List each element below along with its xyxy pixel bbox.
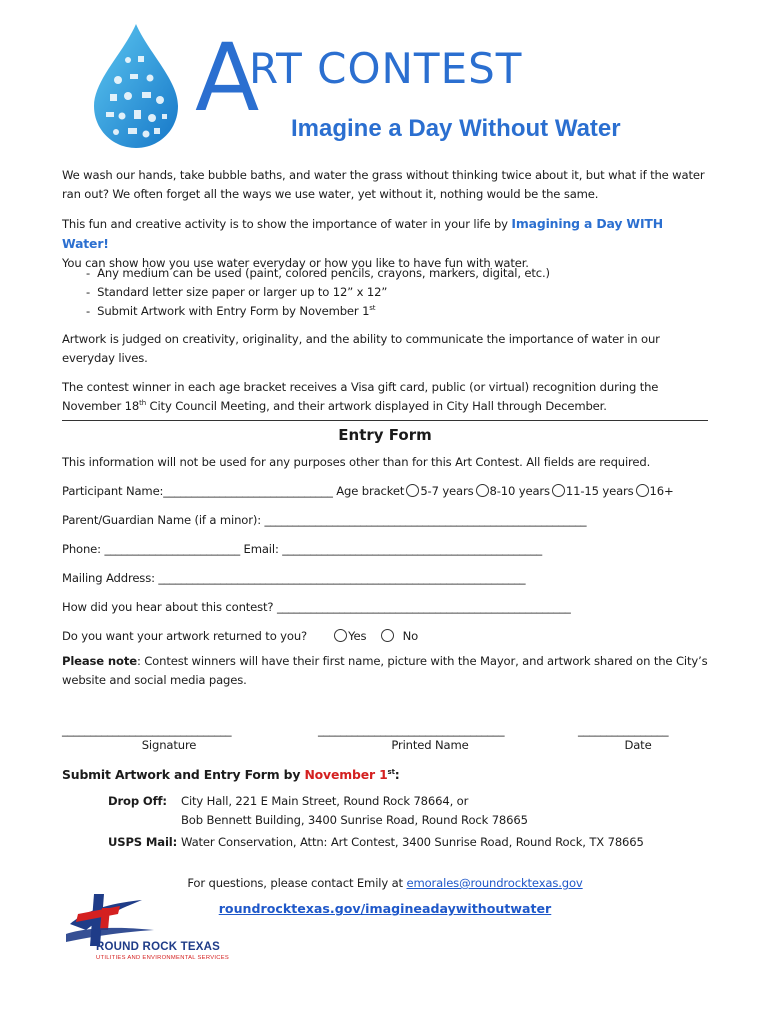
- intro-p2-lead: This fun and creative activity is to show the importance of water in your life by: [62, 217, 512, 231]
- participant-row: Participant Name:______________________________ Age bracket 5-7 years 8-10 years 11-15 years 16+: [62, 484, 674, 498]
- referral-field[interactable]: How did you hear about this contest? ____________________________________________________: [62, 600, 571, 614]
- return-artwork-label: Do you want your artwork returned to you?: [62, 629, 308, 643]
- email-field[interactable]: Email: ______________________________________________: [243, 542, 542, 556]
- contact-email-link[interactable]: emorales@roundrocktexas.gov: [406, 876, 583, 890]
- intro-paragraph-4: The contest winner in each age bracket receives a Visa gift card, public (or virtual) recognition during the November 18th City Council Meeting, and their artwork displayed in City Hall through December.: [62, 380, 659, 413]
- rule-item: - Standard letter size paper or larger up to 12” x 12”: [86, 285, 388, 299]
- subtitle: Imagine a Day Without Water: [291, 115, 621, 142]
- guardian-name-field[interactable]: Parent/Guardian Name (if a minor): _________________________________________________________: [62, 513, 587, 527]
- title-rest: RT CONTEST: [249, 44, 523, 93]
- usps-label: USPS Mail:: [108, 835, 178, 849]
- contact-row: [62, 540, 542, 559]
- intro-paragraph-3: Artwork is judged on creativity, originality, and the ability to communicate the importance of water in our everyday lives.: [62, 332, 660, 365]
- intro-p2-tail: You can show how you use water everyday or how you like to have fun with water.: [62, 256, 529, 270]
- mailing-address-field[interactable]: Mailing Address: _________________________________________________________________: [62, 571, 526, 585]
- age-radio-16-plus[interactable]: [636, 484, 649, 497]
- rules-list: [86, 264, 686, 321]
- age-radio-8-10[interactable]: [476, 484, 489, 497]
- form-note: This information will not be used for any purposes other than for this Art Contest. All fields are required.: [62, 455, 651, 469]
- questions-line: For questions, please contact Emily at emorales@roundrocktexas.gov: [187, 876, 583, 890]
- rule-item: - Submit Artwork with Entry Form by November 1st: [86, 304, 376, 318]
- dropoff-label: Drop Off:: [108, 794, 167, 808]
- submit-deadline: November 1: [304, 767, 388, 782]
- round-rock-logo-text: ROUND ROCK TEXAS: [96, 941, 220, 953]
- printed-name-label: Printed Name: [391, 738, 469, 752]
- entry-form-heading: Entry Form: [338, 426, 432, 444]
- signature-label: Signature: [141, 738, 197, 752]
- intro-p2-highlight: Imagining a Day WITH Water!: [62, 216, 663, 251]
- date-label: Date: [624, 738, 652, 752]
- website-link[interactable]: roundrocktexas.gov/imagineadaywithoutwater: [218, 901, 552, 916]
- title-initial: A: [195, 24, 258, 133]
- round-rock-logo-subtext: UTILITIES AND ENVIRONMENTAL SERVICES: [96, 955, 230, 961]
- dropoff-address: City Hall, 221 E Main Street, Round Rock 78664, or Bob Bennett Building, 3400 Sunrise Road, Round Rock 78665: [181, 794, 528, 827]
- age-radio-5-7[interactable]: [406, 484, 419, 497]
- section-divider: [62, 420, 708, 421]
- signature-line[interactable]: ______________________________: [62, 723, 232, 737]
- age-bracket-label: Age bracket: [336, 484, 405, 498]
- return-no-radio[interactable]: [381, 629, 394, 642]
- usps-address: Water Conservation, Attn: Art Contest, 3400 Sunrise Road, Round Rock, TX 78665: [181, 835, 644, 849]
- contest-title: [195, 24, 523, 133]
- participant-name-field[interactable]: Participant Name:______________________________: [62, 484, 333, 498]
- water-drop-logo: [88, 22, 184, 150]
- phone-field[interactable]: Phone: ________________________: [62, 542, 240, 556]
- rule-item: - Any medium can be used (paint, colored pencils, crayons, markers, digital, etc.): [86, 266, 550, 280]
- please-note-text: : Contest winners will have their first name, picture with the Mayor, and artwork shared on the City’s website and social media pages.: [62, 654, 708, 687]
- return-yes-radio[interactable]: [334, 629, 347, 642]
- intro-paragraph-1: We wash our hands, take bubble baths, and water the grass without thinking twice about it, but what if the water ran out? We often forget all the ways we use water, yet without it, nothing would be the same.: [62, 168, 705, 201]
- date-line[interactable]: ________________: [578, 723, 669, 737]
- printed-name-line[interactable]: _________________________________: [318, 723, 505, 737]
- submit-heading: Submit Artwork and Entry Form by November 1st:: [62, 767, 400, 782]
- please-note-label: Please note: [62, 654, 137, 668]
- please-note: [62, 652, 712, 690]
- return-artwork-row: Do you want your artwork returned to you? Yes No: [62, 629, 419, 643]
- age-radio-11-15[interactable]: [552, 484, 565, 497]
